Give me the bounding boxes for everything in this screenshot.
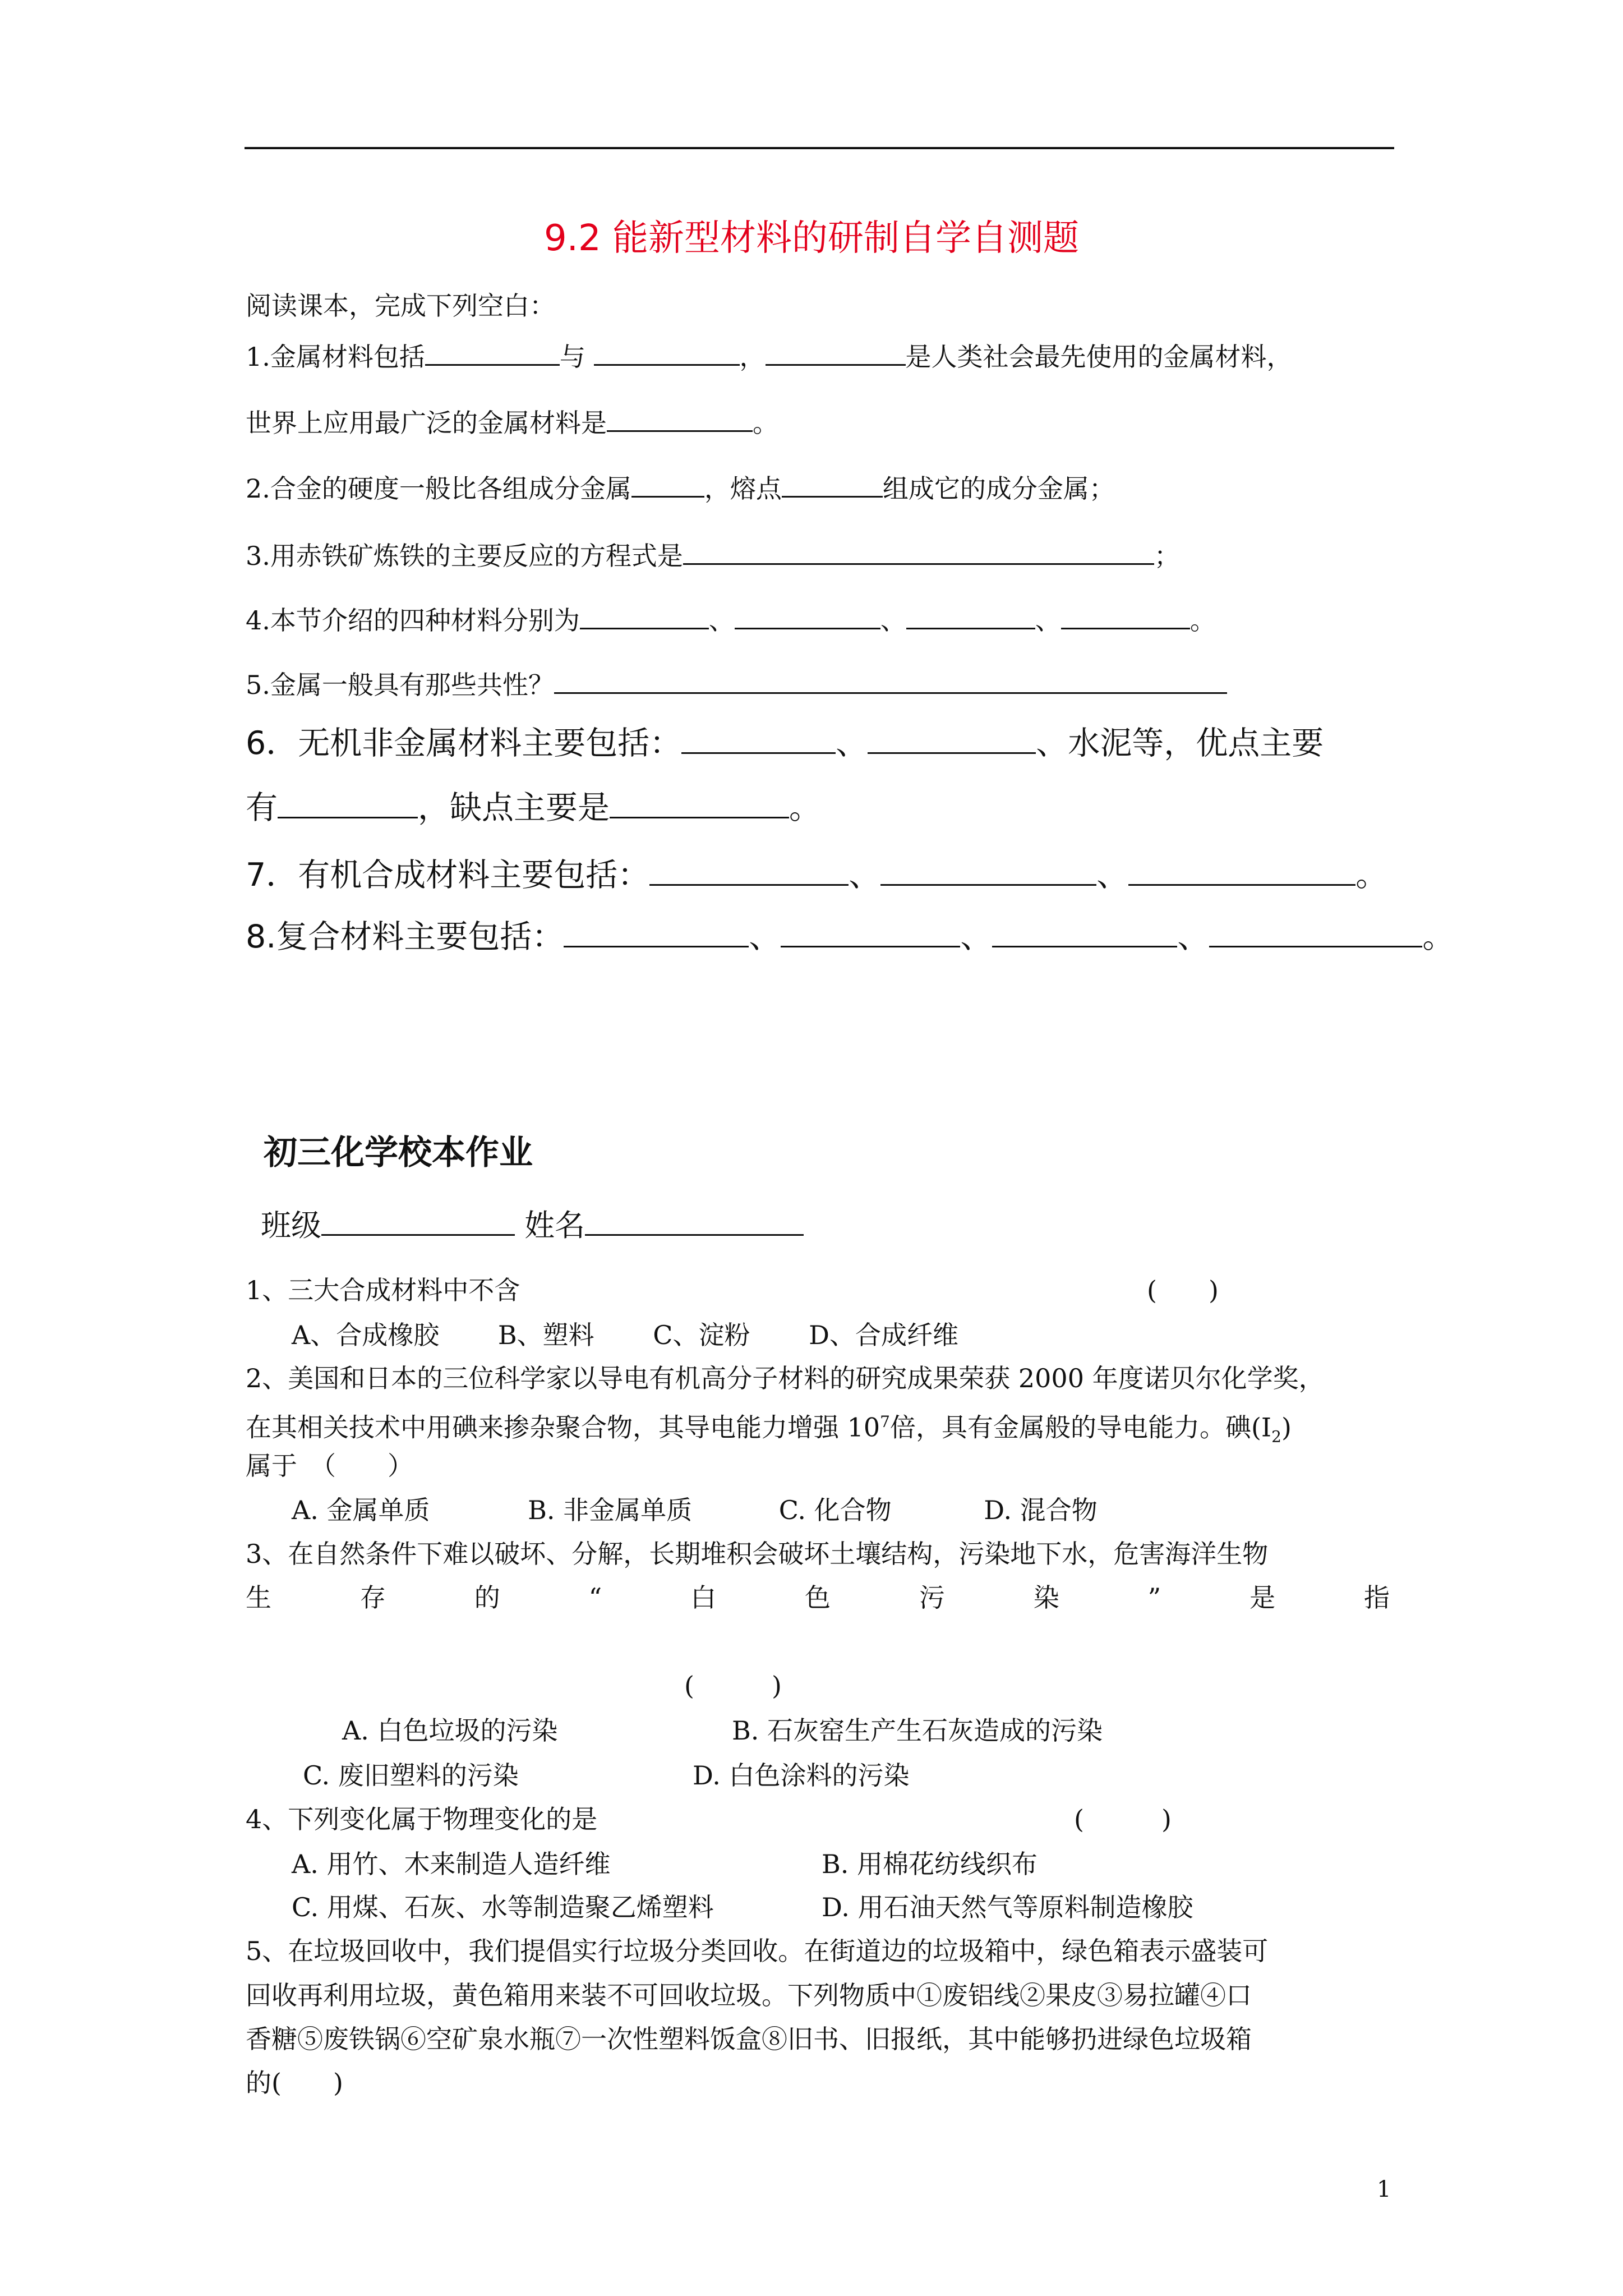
blank-field[interactable] bbox=[607, 406, 753, 432]
answer-paren[interactable]: ( ) bbox=[1074, 1804, 1172, 1834]
hw-question-2-line3: 属于 （ ） bbox=[246, 1451, 413, 1481]
option-d[interactable]: D、合成纤维 bbox=[809, 1320, 959, 1350]
option-d[interactable]: D. 混合物 bbox=[984, 1495, 1098, 1525]
blank-field[interactable] bbox=[649, 859, 849, 886]
blank-field[interactable] bbox=[906, 603, 1035, 629]
option-c[interactable]: C. 废旧塑料的污染 bbox=[303, 1760, 519, 1791]
blank-field[interactable] bbox=[683, 539, 1154, 565]
hw-question-3-line2: 生 存 的 “ 白 色 污 染 ” 是 指 bbox=[246, 1582, 1390, 1613]
hw-question-4: 4、下列变化属于物理变化的是 bbox=[246, 1804, 598, 1834]
blank-field[interactable] bbox=[278, 792, 418, 818]
blank-field[interactable] bbox=[1061, 603, 1190, 629]
option-a[interactable]: A. 用竹、木来制造人造纤维 bbox=[292, 1849, 611, 1879]
question-2: 2.合金的硬度一般比各组成分金属 ，熔点 组成它的成分金属； bbox=[246, 471, 1115, 505]
option-a[interactable]: A. 金属单质 bbox=[292, 1495, 430, 1525]
question-5: 5.金属一般具有那些共性？ bbox=[246, 668, 1227, 702]
option-b[interactable]: B. 用棉花纺线织布 bbox=[822, 1849, 1038, 1879]
homework-title: 初三化学校本作业 bbox=[264, 1133, 533, 1172]
intro-text: 阅读课本，完成下列空白： bbox=[246, 291, 555, 321]
blank-field[interactable] bbox=[992, 921, 1177, 947]
option-b[interactable]: B、塑料 bbox=[497, 1320, 594, 1350]
blank-field[interactable] bbox=[868, 728, 1036, 754]
blank-field[interactable] bbox=[580, 603, 709, 629]
option-c[interactable]: C、淀粉 bbox=[653, 1320, 750, 1350]
option-c[interactable]: C. 用煤、石灰、水等制造聚乙烯塑料 bbox=[292, 1892, 714, 1922]
name-field[interactable] bbox=[585, 1209, 804, 1236]
hw-question-5-line1: 5、在垃圾回收中，我们提倡实行垃圾分类回收。在街道边的垃圾箱中，绿色箱表示盛装可 bbox=[246, 1936, 1269, 1966]
option-d[interactable]: D. 用石油天然气等原料制造橡胶 bbox=[822, 1892, 1193, 1922]
hw-q1-options bbox=[292, 1318, 958, 1352]
question-3: 3.用赤铁矿炼铁的主要反应的方程式是 ； bbox=[246, 539, 1180, 573]
hw-question-3-line1: 3、在自然条件下难以破坏、分解，长期堆积会破坏土壤结构，污染地下水，危害海洋生物 bbox=[246, 1539, 1269, 1569]
option-c[interactable]: C. 化合物 bbox=[778, 1495, 892, 1525]
blank-field[interactable] bbox=[782, 471, 883, 498]
blank-field[interactable] bbox=[735, 603, 880, 629]
question-6-cont: 有 ，缺点主要是 。 bbox=[246, 789, 821, 826]
question-1: 1.金属材料包括 与 ， 是人类社会最先使用的金属材料， bbox=[246, 339, 1293, 374]
option-d[interactable]: D. 白色涂料的污染 bbox=[693, 1760, 910, 1791]
class-field[interactable] bbox=[321, 1209, 515, 1236]
student-info: 班级 姓名 bbox=[261, 1206, 804, 1245]
hw-q2-options bbox=[292, 1493, 1098, 1527]
blank-field[interactable] bbox=[610, 792, 789, 818]
blank-field[interactable] bbox=[766, 339, 906, 366]
hw-question-5-line4: 的( ) bbox=[246, 2068, 343, 2098]
hw-question-2-line1: 2、美国和日本的三位科学家以导电有机高分子材料的研究成果荣获 2000 年度诺贝尔化学奖， bbox=[246, 1363, 1325, 1393]
blank-field[interactable] bbox=[1128, 859, 1355, 886]
page-number: 1 bbox=[1377, 2177, 1391, 2202]
answer-paren[interactable]: ( ) bbox=[1147, 1275, 1219, 1305]
option-a[interactable]: A、合成橡胶 bbox=[292, 1320, 440, 1350]
question-7: 7．有机合成材料主要包括： 、 、 。 bbox=[246, 857, 1388, 894]
hw-question-1: 1、三大合成材料中不含 bbox=[246, 1275, 520, 1305]
hw-question-2-line2: 在其相关技术中用碘来掺杂聚合物，其导电能力增强 $10^7$倍，具有金属般的导电能力。碘$(I_2)$ bbox=[246, 1412, 1292, 1446]
blank-field[interactable] bbox=[1209, 921, 1422, 947]
question-6: 6．无机非金属材料主要包括： 、 、水泥等，优点主要 bbox=[246, 725, 1324, 762]
question-1-cont: 世界上应用最广泛的金属材料是 。 bbox=[246, 406, 778, 440]
hw-question-5-line3: 香糖⑤废铁锅⑥空矿泉水瓶⑦一次性塑料饭盒⑧旧书、旧报纸，其中能够扔进绿色垃圾箱 bbox=[246, 2024, 1252, 2054]
hw-question-5-line2: 回收再利用垃圾，黄色箱用来装不可回收垃圾。下列物质中①废铝线②果皮③易拉罐④口 bbox=[246, 1980, 1252, 2010]
question-4: 4.本节介绍的四种材料分别为 、 、 、 。 bbox=[246, 603, 1216, 637]
answer-paren[interactable]: ( ) bbox=[684, 1671, 782, 1701]
blank-field[interactable] bbox=[564, 921, 749, 947]
blank-field[interactable] bbox=[880, 859, 1096, 886]
option-b[interactable]: B. 石灰窑生产生石灰造成的污染 bbox=[732, 1715, 1103, 1746]
blank-field[interactable] bbox=[631, 471, 704, 498]
blank-field[interactable] bbox=[681, 728, 836, 754]
option-b[interactable]: B. 非金属单质 bbox=[528, 1495, 693, 1525]
header-rule bbox=[245, 147, 1394, 149]
blank-field[interactable] bbox=[554, 668, 1227, 694]
blank-field[interactable] bbox=[781, 921, 960, 947]
question-8: 8.复合材料主要包括： 、 、 、 。 bbox=[246, 918, 1455, 955]
page-title: 9.2 能新型材料的研制自学自测题 bbox=[543, 218, 1080, 259]
option-a[interactable]: A. 白色垃圾的污染 bbox=[342, 1715, 558, 1746]
blank-field[interactable] bbox=[425, 339, 560, 366]
blank-field[interactable] bbox=[594, 339, 740, 366]
